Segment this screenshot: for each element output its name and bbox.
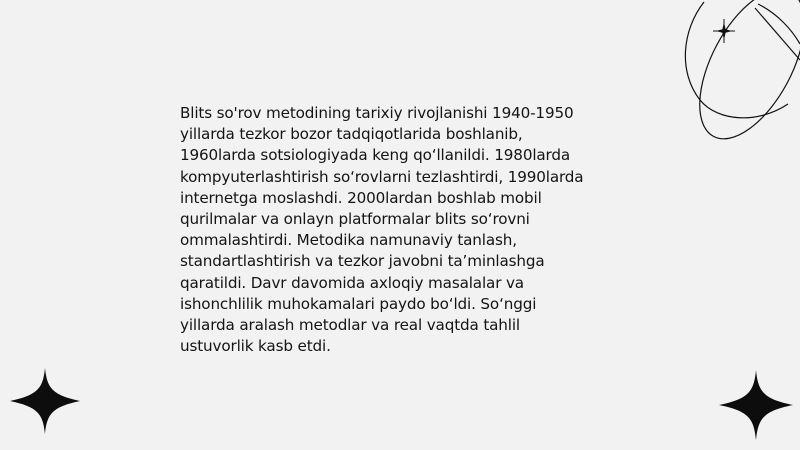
sparkle-star-icon: [10, 368, 80, 434]
slide-body-text: Blits so'rov metodining tarixiy rivojlanishi 1940-1950 yillarda tezkor bozor tadqiqotlarida boshlanib, 1960larda sotsiologiyada keng qo‘llanildi. 1980larda kompyuterlashtirish so‘rovlarni tezlashtirdi, 1990larda internetga moslashdi. 2000lardan boshlab mobil qurilmalar va onlayn platformalar blits so‘rovni ommalashtirdi. Metodika namunaviy tanlash, standartlashtirish va tezkor javobni ta’minlashga qaratildi. Davr davomida axloqiy masalalar va ishonchlilik muhokamalari paydo bo‘ldi. So‘nggi yillarda aralash metodlar va real vaqtda tahlil ustuvorlik kasb etdi.: [180, 104, 584, 356]
sparkle-star-icon: [719, 370, 793, 440]
orbit-sparkle-icon: [660, 0, 800, 145]
